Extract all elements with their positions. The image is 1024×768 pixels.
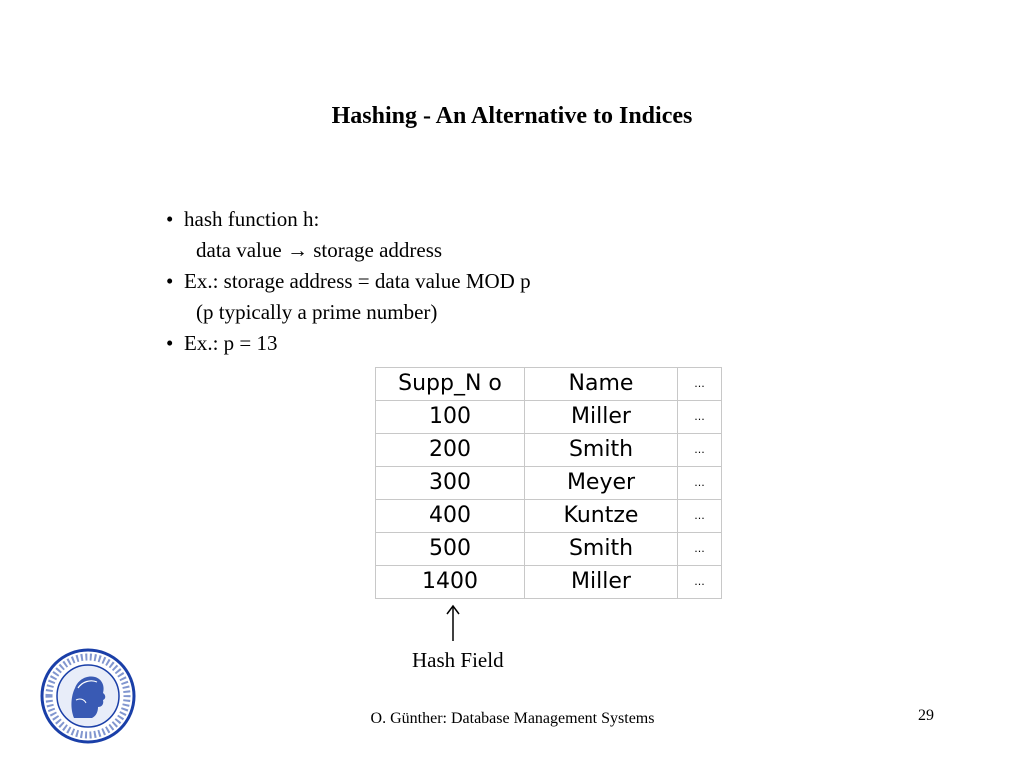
table-cell: Meyer [525, 467, 678, 500]
column-header: Name [525, 368, 678, 401]
column-header: ... [678, 368, 722, 401]
table-cell: 300 [376, 467, 525, 500]
bullet-continuation [166, 235, 531, 266]
slide-title: Hashing - An Alternative to Indices [331, 103, 693, 129]
table-row [376, 434, 722, 467]
table-cell: ... [678, 500, 722, 533]
bullet-text: Ex.: storage address = data value MOD p [184, 269, 531, 293]
bullet-text: data value → storage address [196, 238, 443, 262]
table-cell: ... [678, 434, 722, 467]
table-row [376, 566, 722, 599]
bullet-marker: • [166, 207, 174, 231]
bullet-item [166, 266, 531, 297]
table-row [376, 401, 722, 434]
table-row [376, 533, 722, 566]
bullet-marker: • [166, 269, 174, 293]
bullet-text: Ex.: p = 13 [184, 331, 278, 355]
footer-author: O. Günther: Database Management Systems [370, 710, 655, 727]
bullet-continuation [166, 297, 531, 328]
table-cell: 100 [376, 401, 525, 434]
hash-field-label: Hash Field [412, 648, 504, 672]
table-cell: ... [678, 467, 722, 500]
table-cell: 200 [376, 434, 525, 467]
arrow-up-icon [443, 604, 463, 642]
bullet-marker: • [166, 331, 174, 355]
bullet-text: hash function h: [184, 207, 320, 231]
table-cell: Miller [525, 401, 678, 434]
table-cell: ... [678, 401, 722, 434]
supplier-table [375, 367, 722, 599]
bullet-item [166, 328, 531, 359]
table-row [376, 500, 722, 533]
bullet-item [166, 204, 531, 235]
bullet-text: (p typically a prime number) [196, 300, 438, 324]
table-cell: 1400 [376, 566, 525, 599]
table-cell: ... [678, 533, 722, 566]
table-cell: Smith [525, 533, 678, 566]
table-cell: 400 [376, 500, 525, 533]
table-cell: Kuntze [525, 500, 678, 533]
page-number: 29 [918, 707, 934, 724]
bullet-list [166, 204, 531, 359]
table-row [376, 467, 722, 500]
table-cell: 500 [376, 533, 525, 566]
table-cell: Smith [525, 434, 678, 467]
column-header: Supp_N o [376, 368, 525, 401]
table-cell: Miller [525, 566, 678, 599]
table-cell: ... [678, 566, 722, 599]
table-header-row [376, 368, 722, 401]
university-seal-icon [40, 648, 136, 744]
